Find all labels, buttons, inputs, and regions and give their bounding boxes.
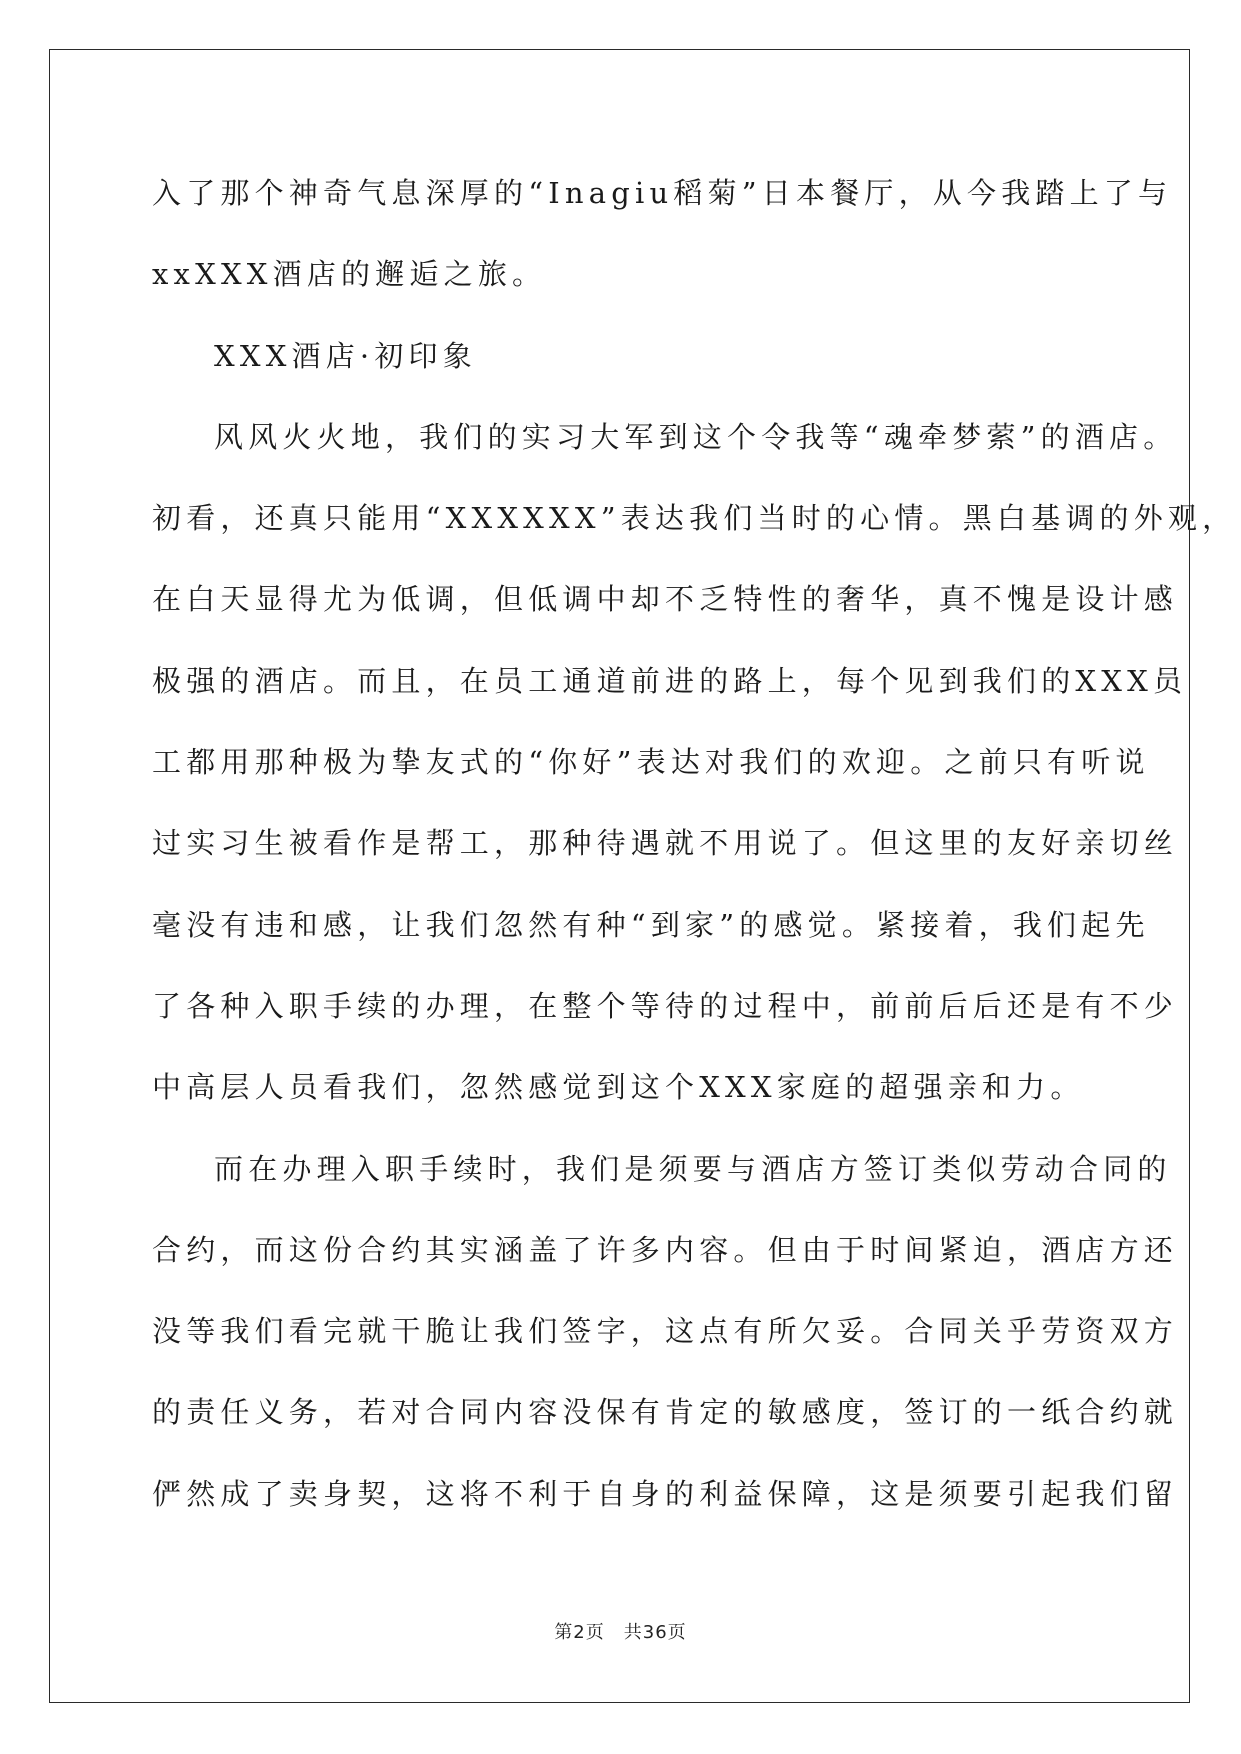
page-number-footer: 第2页 共36页: [554, 1622, 687, 1643]
text-line-2: xxXXX酒店的邂逅之旅。: [152, 257, 547, 292]
text-line-4: 风风火火地，我们的实习大军到这个令我等“魂牵梦萦”的酒店。: [214, 419, 1178, 454]
text-line-16: 的责任义务，若对合同内容没保有肯定的敏感度，签订的一纸合约就: [152, 1395, 1179, 1430]
text-line-10: 毫没有违和感，让我们忽然有种“到家”的感觉。紧接着，我们起先: [152, 907, 1150, 942]
text-line-8: 工都用那种极为挚友式的“你好”表达对我们的欢迎。之前只有听说: [152, 745, 1150, 780]
text-line-5: 初看，还真只能用“XXXXXX”表达我们当时的心情。黑白基调的外观，: [152, 501, 1237, 536]
text-line-15: 没等我们看完就干脆让我们签字，这点有所欠妥。合同关乎劳资双方: [152, 1314, 1179, 1349]
section-heading: XXX酒店·初印象: [214, 338, 477, 373]
text-line-7: 极强的酒店。而且，在员工通道前进的路上，每个见到我们的XXX员: [152, 663, 1188, 698]
text-line-11: 了各种入职手续的办理，在整个等待的过程中，前前后后还是有不少: [152, 988, 1179, 1023]
text-line-1: 入了那个神奇气息深厚的“Inagiu稻菊”日本餐厅，从今我踏上了与: [152, 176, 1173, 210]
text-line-9: 过实习生被看作是帮工，那种待遇就不用说了。但这里的友好亲切丝: [152, 826, 1179, 861]
text-line-14: 合约，而这份合约其实涵盖了许多内容。但由于时间紧迫，酒店方还: [152, 1232, 1179, 1267]
document-body: [152, 165, 1237, 1547]
text-line-6: 在白天显得尤为低调，但低调中却不乏特性的奢华，真不愧是设计感: [152, 582, 1179, 617]
text-line-17: 俨然成了卖身契，这将不利于自身的利益保障，这是须要引起我们留: [152, 1476, 1179, 1511]
text-line-13: 而在办理入职手续时，我们是须要与酒店方签订类似劳动合同的: [214, 1151, 1172, 1186]
text-line-12: 中高层人员看我们，忽然感觉到这个XXX家庭的超强亲和力。: [152, 1070, 1085, 1105]
